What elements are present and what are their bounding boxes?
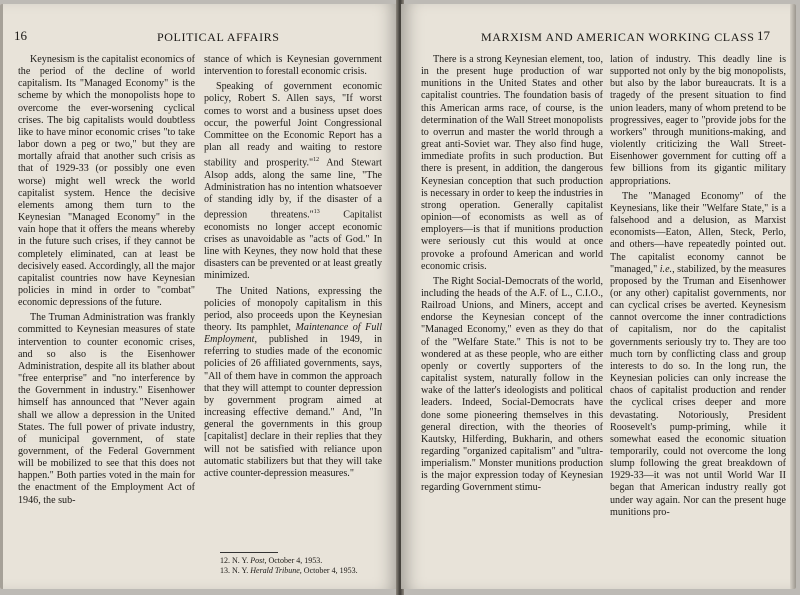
right-page [401, 4, 796, 589]
footnote-12: 12. N. Y. Post, October 4, 1953. [220, 556, 323, 565]
footnotes [220, 556, 390, 576]
left-page-edge [0, 4, 3, 589]
left-page [0, 4, 398, 589]
right-page-number: 17 [757, 28, 770, 43]
paragraph: Speaking of government economic policy, Robert S. Allen says, "If worst comes to worst and a business upset does occur, the powerful Joint Congressional Committee on the Economic Report has a plan all ready and waiting to restore stability and prosperity."$^{12}$ And Stewart Alsop adds, along the same line, "The Administration has no intention whatsoever of standing idly by, if the disaster of a depression threatens."$^{13}$ Capitalist economists no longer accept economic crises as unavoidable as "acts of God." In line with Keynes, they now hold that these disasters can be prevented or at least greatly minimized. [204, 81, 382, 282]
left-running-head: POLITICAL AFFAIRS [157, 30, 280, 44]
italic-ie: i.e., [659, 263, 675, 275]
paragraph: The Truman Administration was frankly committed to Keynesian measures of state intervention to counter economic crises, and so also is the Eisenhower Administration, despite all its blather about "free enterprise" and "no interference by the Government in industry." Eisenhower himself has announced that "Never again shall we allow a depression in the United States. The full power of private industry, of municipal government, of state government, of the Federal Government will be mobilized to see that this does not happen." Both parties voted in the main for the enactment of the Employment Act of 1946, the sub- [18, 312, 195, 506]
right-column-1 [421, 54, 603, 495]
left-column-1 [18, 54, 195, 507]
paragraph-continued: lation of industry. This deadly line is supported not only by the big monopolists, but also by the labor bureaucrats. It is a tragedy of the present situation to find union leaders, many of whom pretend to be progressives, eager to "provide jobs for the workers" through munitions-making, and violently criticizing the Wall Street-Eisenhower government for cutting off a few billions from its gigantic military appropriations. [610, 54, 786, 187]
paragraph: There is a strong Keynesian element, too, in the present huge production of war munitions in the United States and other capitalist countries. The foundation basis of this American arms race, of course, is the determination of the Wall Street monopolists to overrun and master the world through a great anti-Soviet war. They also find huge, immediate profits in such production. But there is present, in addition, the dangerous Keynesian conception that such production is necessary in order to keep the industries in strong operation. Generally capitalist opinion—of economists as well as of employers—is that if munitions production were seriously cut this would at once provoke a profound American and world economic crisis. [421, 54, 603, 272]
left-column-2 [204, 54, 382, 480]
right-running-head: MARXISM AND AMERICAN WORKING CLASS [481, 30, 755, 44]
footnote-rule [220, 552, 278, 553]
pamphlet-title: Maintenance of Full Employment, [204, 322, 382, 346]
left-page-number: 16 [14, 28, 27, 43]
footnote-ref-13: 13 [313, 209, 320, 216]
right-page-edge [790, 4, 796, 589]
footnote-ref-12: 12 [313, 157, 320, 164]
paragraph: The "Managed Economy" of the Keynesians, like their "Welfare State," is a falsehood and a delusion, as Marxist economists—Eaton, Allen, Steck, Perlo, and others—have repeatedly pointed out. The capitalist economy cannot be "managed," i.e., stabilized, by the measures proposed by the Truman and Eisenhower (or any other) capitalist governments, nor can cyclical crises be averted. Keynesism cannot overcome the inner contradictions of capitalism, nor do the capitalist governments seriously try to. They are too much torn by conflicting class and group interests to do so. In the long run, the Keynesian policies can only increase the chaos of capitalist production and render the cyclical crises deeper and more devastating. Notoriously, President Roosevelt's pump-priming, while it somewhat eased the economic situation temporarily, could not overcome the long slump following the great breakdown of 1929-33—it was not until World War II began that American industry really got under way again. Nor can the present huge munitions pro- [610, 190, 786, 518]
footnote-13: 13. N. Y. Herald Tribune, October 4, 1953. [220, 566, 358, 575]
paragraph: Keynesism is the capitalist economics of the period of the decline of world capitalism. Its "Managed Economy" is the scheme by which the monopolists hope to overcome the ever-worsening cyclical crises. The big capitalists would doubtless like to have minor economic crises "to take labor down a peg or two," but they are mortally afraid that another such crisis as that of 1929-33 (or possibly one even worse) might well wreck the world capitalist system. Hence the decisive elements among them turn to the Keynesian "Managed Economy" in the vain hope that it offers the means whereby in the future such crises, if they cannot be completely eliminated, can at least be decisively eased. Accordingly, all the major capitalist countries now have Keynesian policies in mind in order to "combat" economic depressions of the future. [18, 54, 195, 309]
right-column-2 [610, 54, 786, 519]
paragraph-continued: stance of which is Keynesian government intervention to forestall economic crisis. [204, 54, 382, 78]
paragraph: The United Nations, expressing the policies of monopoly capitalism in this period, also proceeds upon the Keynesian theory. Its pamphlet, Maintenance of Full Employment, published in 1949, in referring to studies made of the economic policies of 26 affiliated governments, says, "All of them have in common the approach that they will attempt to counter depression by government program aimed at increasing effective demand." And, "In general the governments in this group [capitalist] declare in their replies that they will not be satisfied with reliance upon automatic stabilizers but that they will take active counter-depression measures." [204, 285, 382, 479]
paragraph: The Right Social-Democrats of the world, including the heads of the A.F. of L., C.I.O., Railroad Unions, and Miners, accept and endorse the Keynesian concept of the "Managed Economy," even as they do that of the "Welfare State." This is not to be wondered at as these people, who are either openly or covertly supporters of the capitalist system, naturally follow in the wake of the latter's ideologists and political leaders. Indeed, Social-Democrats have done some pioneering themselves in this general direction, with the theories of Kautsky, Hilferding, Bukharin, and others regarding "organized capitalism" and "ultra-imperialism." Monster munitions production is the major expression today of Keynesian regarding Government stimu- [421, 275, 603, 494]
